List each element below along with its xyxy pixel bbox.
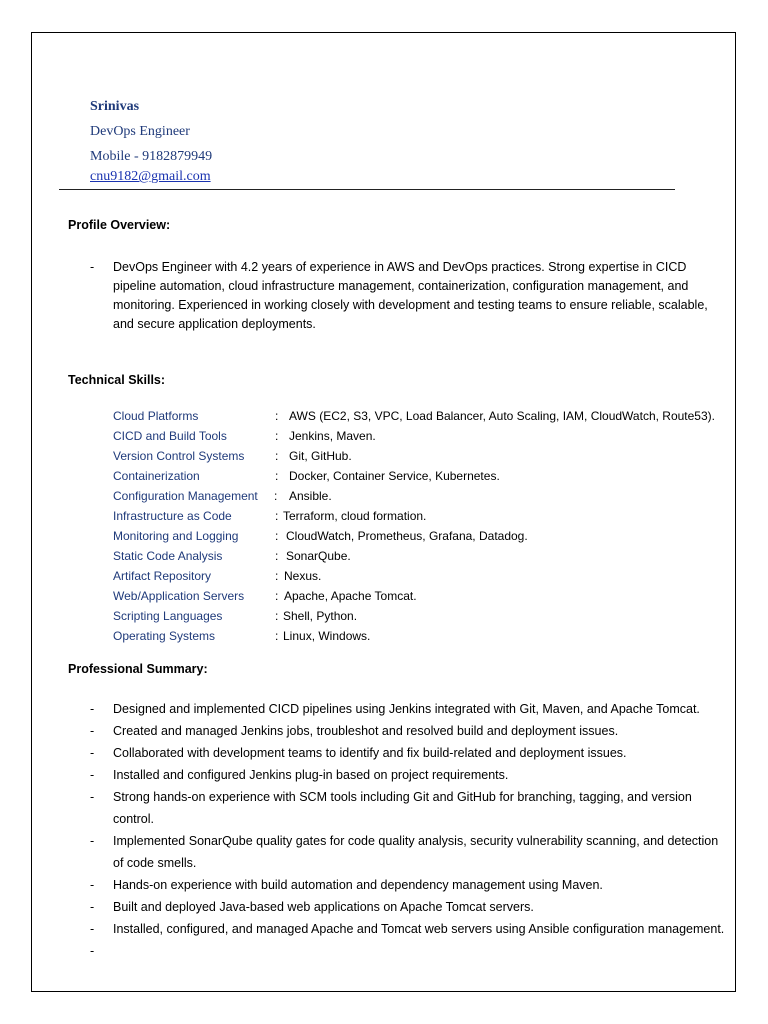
skill-label: Version Control Systems: [113, 449, 245, 463]
skill-label: Scripting Languages: [113, 609, 223, 623]
summary-item-text: Built and deployed Java-based web applications on Apache Tomcat servers.: [113, 900, 534, 914]
summary-item-text: Designed and implemented CICD pipelines using Jenkins integrated with Git, Maven, and Apache Tomcat.: [113, 702, 700, 716]
bullet-dash: -: [90, 834, 95, 848]
skill-value: Linux, Windows.: [283, 629, 371, 643]
skill-value: AWS (EC2, S3, VPC, Load Balancer, Auto Scaling, IAM, CloudWatch, Route53).: [289, 409, 715, 423]
skill-separator: :: [275, 629, 279, 643]
skill-label: Operating Systems: [113, 629, 216, 643]
bullet-dash: -: [90, 790, 95, 804]
summary-item-text: Installed, configured, and managed Apache and Tomcat web servers using Ansible configuration management.: [113, 922, 725, 936]
skill-label: Configuration Management: [113, 489, 258, 503]
skill-label: CICD and Build Tools: [113, 429, 227, 443]
skill-separator: :: [275, 409, 279, 423]
list-item: [68, 830, 728, 874]
skill-separator: :: [275, 529, 279, 543]
list-item: [68, 896, 728, 918]
skill-value: Docker, Container Service, Kubernetes.: [289, 469, 500, 483]
bullet-dash: -: [90, 944, 95, 958]
skill-value: CloudWatch, Prometheus, Grafana, Datadog.: [286, 529, 528, 543]
professional-summary-heading: Professional Summary:: [68, 662, 208, 676]
bullet-dash: -: [90, 878, 95, 892]
list-item: [68, 786, 728, 830]
skill-label: Monitoring and Logging: [113, 529, 239, 543]
bullet-dash: -: [90, 724, 95, 738]
email-link[interactable]: cnu9182@gmail.com: [90, 169, 211, 184]
skill-value: Terraform, cloud formation.: [283, 509, 427, 523]
skill-value: Shell, Python.: [283, 609, 358, 623]
list-item: [68, 720, 728, 742]
skill-separator: :: [275, 569, 279, 583]
bullet-dash: -: [90, 702, 95, 716]
summary-item-text: Hands-on experience with build automation and dependency management using Maven.: [113, 878, 603, 892]
summary-item-text: Created and managed Jenkins jobs, troubleshot and resolved build and deployment issues.: [113, 724, 619, 738]
skill-value: Apache, Apache Tomcat.: [284, 589, 417, 603]
mobile-number: Mobile - 9182879949: [90, 149, 213, 164]
skill-label: Infrastructure as Code: [113, 509, 232, 523]
summary-item-text: Strong hands-on experience with SCM tools including Git and GitHub for branching, tagging, and version control.: [113, 790, 692, 826]
skill-separator: :: [275, 469, 279, 483]
header-divider: [59, 189, 675, 190]
skill-separator: :: [275, 509, 279, 523]
bullet-dash: -: [90, 922, 95, 936]
profile-overview-section: [68, 258, 728, 334]
skill-value: Ansible.: [289, 489, 332, 503]
bullet-dash: -: [90, 900, 95, 914]
skill-label: Cloud Platforms: [113, 409, 199, 423]
bullet-dash: -: [90, 260, 95, 274]
resume-page: [31, 32, 736, 992]
list-item: [68, 258, 728, 334]
technical-skills-heading: Technical Skills:: [68, 373, 166, 387]
professional-summary-list: [68, 698, 728, 958]
job-title: DevOps Engineer: [90, 124, 190, 139]
list-item: [68, 764, 728, 786]
skill-label: Static Code Analysis: [113, 549, 223, 563]
summary-item-text: Installed and configured Jenkins plug-in based on project requirements.: [113, 768, 509, 782]
skill-separator: :: [274, 489, 278, 503]
bullet-dash: -: [90, 768, 95, 782]
skill-separator: :: [275, 609, 279, 623]
skill-separator: :: [275, 429, 279, 443]
summary-item-text: Collaborated with development teams to identify and fix build-related and deployment issues.: [113, 746, 627, 760]
skill-label: Containerization: [113, 469, 200, 483]
list-item: [68, 742, 728, 764]
profile-overview-text: DevOps Engineer with 4.2 years of experience in AWS and DevOps practices. Strong expertise in CICD pipeline automation, cloud infrastructure management, containerization, configuration management, and monitoring. Experienced in working closely with development and testing teams to ensure reliable, scalable, and secure application deployments.: [113, 260, 708, 331]
list-item: [68, 874, 728, 896]
candidate-name: Srinivas: [90, 99, 140, 114]
skill-value: Git, GitHub.: [289, 449, 352, 463]
skill-value: Nexus.: [284, 569, 322, 583]
list-item: [68, 698, 728, 720]
skill-separator: :: [275, 549, 279, 563]
skill-label: Web/Application Servers: [113, 589, 245, 603]
bullet-dash: -: [90, 746, 95, 760]
skill-separator: :: [275, 449, 279, 463]
skill-value: Jenkins, Maven.: [289, 429, 376, 443]
profile-overview-heading: Profile Overview:: [68, 218, 171, 232]
skill-separator: :: [275, 589, 279, 603]
list-item: [68, 918, 728, 940]
skill-label: Artifact Repository: [113, 569, 212, 583]
skill-value: SonarQube.: [286, 549, 351, 563]
summary-item-text: Implemented SonarQube quality gates for code quality analysis, security vulnerability scanning, and detection of code smells.: [113, 834, 719, 870]
